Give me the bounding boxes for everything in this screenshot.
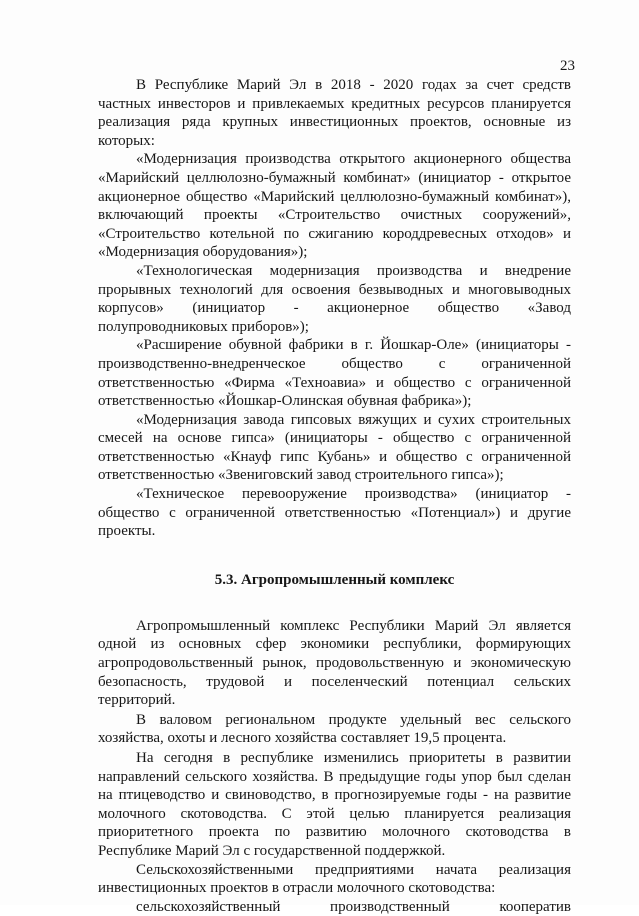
- section-heading: 5.3. Агропромышленный комплекс: [214, 571, 455, 588]
- paragraph-investment-intro: В Республике Марий Эл в 2018 - 2020 годах за счет средств частных инвесторов и привлекаемых кредитных ресурсов планируется реализация ряда крупных инвестиционных проектов, основные из которых:: [98, 77, 571, 149]
- paragraph-project-potential: «Техническое перевооружение производства» (инициатор - общество с ограниченной ответственностью «Потенциал») и другие проекты.: [98, 486, 571, 540]
- paragraph-project-gypsum-plant: «Модернизация завода гипсовых вяжущих и сухих строительных смесей на основе гипса» (инициаторы - общество с ограниченной ответственностью «Кнауф гипс Кубань» и общество с ограниченной ответственностью «Звениговский завод строительного гипса»);: [98, 411, 571, 484]
- paragraph-agro-share: В валовом региональном продукте удельный вес сельского хозяйства, охоты и лесного хозяйства составляет 19,5 процента.: [98, 711, 571, 747]
- paragraph-agro-projects: Сельскохозяйственными предприятиями начата реализация инвестиционных проектов в отрасли молочного скотоводства:: [98, 861, 571, 897]
- page-number: 23: [560, 58, 575, 74]
- paragraph-project-semiconductor: «Технологическая модернизация производства и внедрение прорывных технологий для освоения безвыводных и многовыводных корпусов» (инициатор - акционерное общество «Завод полупроводниковых приборов»);: [98, 262, 571, 335]
- page-content: [98, 76, 571, 916]
- paragraph-agro-intro: Агропромышленный комплекс Республики Марий Эл является одной из основных сфер экономики республики, формирующих агропродовольственный рынок, продовольственную и экономическую безопасность, трудовой и поселенческий потенциал сельских территорий.: [98, 617, 571, 709]
- paragraph-agro-cooperative: сельскохозяйственный производственный кооператив: [136, 898, 571, 915]
- paragraph-project-shoe-factory: «Расширение обувной фабрики в г. Йошкар-Оле» (инициаторы - производственно-внедренческое общество с ограниченной ответственностью «Фирма «Техноавиа» и общество с ограниченной ответственностью «Йошкар-Олинская обувная фабрика»);: [98, 337, 571, 410]
- paragraph-agro-priorities: На сегодня в республике изменились приоритеты в развитии направлений сельского хозяйства. В предыдущие годы упор был сделан на птицеводство и свиноводство, в прогнозируемые годы - на развитие молочного скотоводства. С этой целью планируется реализация приоритетного проекта по развитию молочного скотоводства в Республике Марий Эл с государственной поддержкой.: [98, 750, 571, 859]
- paragraph-project-pulp-mill: «Модернизация производства открытого акционерного общества «Марийский целлюлозно-бумажный комбинат» (инициатор - открытое акционерное общество «Марийский целлюлозно-бумажный комбинат»), включающий проекты «Строительство очистных сооружений», «Строительство котельной по сжиганию короддревесных отходов» и «Модернизация оборудования»);: [98, 151, 571, 261]
